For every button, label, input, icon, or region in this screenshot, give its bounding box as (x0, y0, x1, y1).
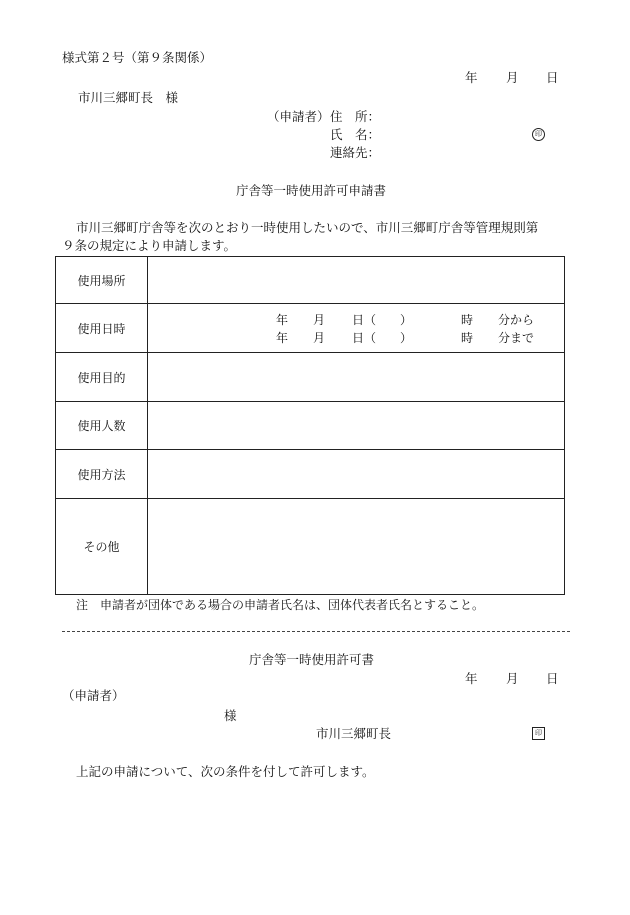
permit-body: 上記の申請について、次の条件を付して許可します。 (76, 764, 375, 779)
permit-issuer: 市川三郷町長 (316, 726, 392, 741)
label-other: その他 (56, 499, 148, 595)
dt-day-1: 日（ ） (352, 313, 413, 327)
date-month: 月 (506, 70, 519, 85)
label-datetime: 使用日時 (56, 304, 148, 353)
application-body-line2: ９条の規定により申請します。 (62, 238, 237, 253)
permit-date-month: 月 (506, 671, 519, 686)
value-place[interactable] (148, 257, 565, 304)
dt-year-1: 年 (276, 313, 289, 327)
label-purpose: 使用目的 (56, 353, 148, 402)
contact-label: 連絡先： (330, 145, 381, 160)
table-row (56, 353, 565, 402)
label-people: 使用人数 (56, 402, 148, 450)
addressee: 市川三郷町長 様 (78, 90, 179, 105)
value-method[interactable] (148, 450, 565, 499)
application-table (55, 256, 565, 595)
seal-icon: 印 (532, 727, 545, 740)
table-row (56, 499, 565, 595)
cut-line (62, 631, 570, 632)
value-people[interactable] (148, 402, 565, 450)
dt-hour-2: 時 (461, 331, 474, 345)
table-row (56, 257, 565, 304)
permit-applicant: （申請者） (62, 688, 125, 703)
application-body-line1: 市川三郷町庁舎等を次のとおり一時使用したいので、市川三郷町庁舎等管理規則第 (76, 220, 539, 235)
dt-day-2: 日（ ） (352, 331, 413, 345)
permit-title: 庁舎等一時使用許可書 (249, 652, 375, 667)
label-method: 使用方法 (56, 450, 148, 499)
table-row (56, 450, 565, 499)
application-note: 注 申請者が団体である場合の申請者氏名は、団体代表者氏名とすること。 (76, 598, 485, 612)
permit-date-year: 年 (465, 671, 478, 686)
dt-month-1: 月 (313, 313, 326, 327)
dt-hour-1: 時 (461, 313, 474, 327)
permit-date-day: 日 (546, 671, 559, 686)
value-purpose[interactable] (148, 353, 565, 402)
date-year: 年 (465, 70, 478, 85)
dt-from: 分から (498, 313, 535, 327)
dt-year-2: 年 (276, 331, 289, 345)
seal-icon: 印 (532, 128, 545, 141)
address-label: 住 所： (330, 109, 381, 124)
form-number: 様式第２号（第９条関係） (62, 50, 213, 65)
label-place: 使用場所 (56, 257, 148, 304)
applicant-prefix: （申請者） (267, 109, 330, 124)
value-other[interactable] (148, 499, 565, 595)
value-datetime[interactable] (148, 304, 565, 353)
dt-month-2: 月 (313, 331, 326, 345)
dt-to: 分まで (498, 331, 535, 345)
date-day: 日 (546, 70, 559, 85)
table-row (56, 402, 565, 450)
permit-sama: 様 (224, 708, 237, 723)
table-row (56, 304, 565, 353)
application-title: 庁舎等一時使用許可申請書 (236, 183, 387, 198)
name-label: 氏 名： (330, 127, 381, 142)
